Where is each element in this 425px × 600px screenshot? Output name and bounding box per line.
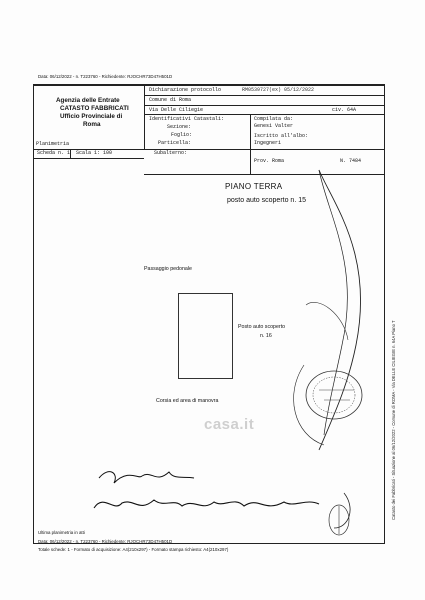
lane-label: Corsia ed area di manovra bbox=[156, 398, 219, 404]
dichiarazione-label: Dichiarazione protocollo bbox=[149, 87, 222, 93]
office-line-2: CATASTO FABBRICATI bbox=[60, 105, 129, 112]
parking-16-label-2: n. 16 bbox=[260, 333, 272, 339]
footer-line-1: Ultima planimetria in atti bbox=[38, 530, 85, 535]
right-margin-caption: Catasto dei Fabbricati - Situazione al 06/12/2022 - Comune di ROMA - Via DELLE CILIEGIE n. 64A Piano T bbox=[391, 320, 396, 520]
compilata-label: Compilata da: bbox=[254, 116, 294, 122]
sezione-label: Sezione: bbox=[167, 124, 192, 130]
compilata-name: Genesi Valter bbox=[254, 123, 294, 129]
comune-label: Comune di Roma bbox=[149, 97, 192, 103]
subalterno-label: Subalterno: bbox=[154, 150, 188, 156]
footer-line-3: Totale schede: 1 - Formato di acquisizione: A4(210x297) - Formato stampa richiesto: A4(210x297) bbox=[38, 547, 229, 552]
particella-label: Particella: bbox=[158, 140, 192, 146]
via-label: Via Delle Ciliegie bbox=[149, 107, 204, 113]
planimetria-label: Planimetria bbox=[36, 141, 70, 147]
office-line-4: Roma bbox=[83, 121, 101, 128]
official-stamp-icon bbox=[264, 165, 384, 455]
foglio-label: Foglio: bbox=[171, 132, 193, 138]
cadastral-sheet bbox=[33, 84, 385, 544]
parking-16-label-1: Posto auto scoperto bbox=[238, 324, 286, 330]
dichiarazione-value: RM0539727(ex) 05/12/2022 bbox=[242, 87, 315, 93]
iscritto-label: Iscritto all'albo: bbox=[254, 133, 309, 139]
parking-15-label: posto auto scoperto n. 15 bbox=[227, 197, 306, 204]
scheda-number: Scheda n. 1 bbox=[37, 150, 71, 156]
footer-line-2: Data: 06/12/2022 - n. T223760 - Richiedente: RJOCHR73D47H501D bbox=[38, 539, 173, 544]
handwritten-signature-icon bbox=[94, 468, 354, 538]
identificativi-label: Identificativi Catastali: bbox=[149, 116, 225, 122]
header-request-line: Data: 06/12/2022 - n. T223760 - Richiedente: RJOCHR73D47H501D bbox=[38, 74, 173, 79]
iscritto-value: Ingegneri bbox=[254, 140, 282, 146]
civ-label: civ. 64A bbox=[332, 107, 357, 113]
floor-title: PIANO TERRA bbox=[225, 182, 283, 191]
parking-space-outline bbox=[178, 293, 233, 379]
scale-label: Scala 1: 100 bbox=[76, 150, 113, 156]
prov-label: Prov. Roma bbox=[254, 158, 285, 164]
office-line-1: Agenzia delle Entrate bbox=[56, 97, 120, 104]
watermark-text: casa.it bbox=[204, 416, 255, 433]
lower-stamp-icon bbox=[324, 500, 354, 540]
pedestrian-passage-label: Passaggio pedonale bbox=[144, 266, 193, 272]
numero-label: N. 7484 bbox=[340, 158, 362, 164]
office-line-3: Ufficio Provinciale di bbox=[60, 113, 123, 120]
